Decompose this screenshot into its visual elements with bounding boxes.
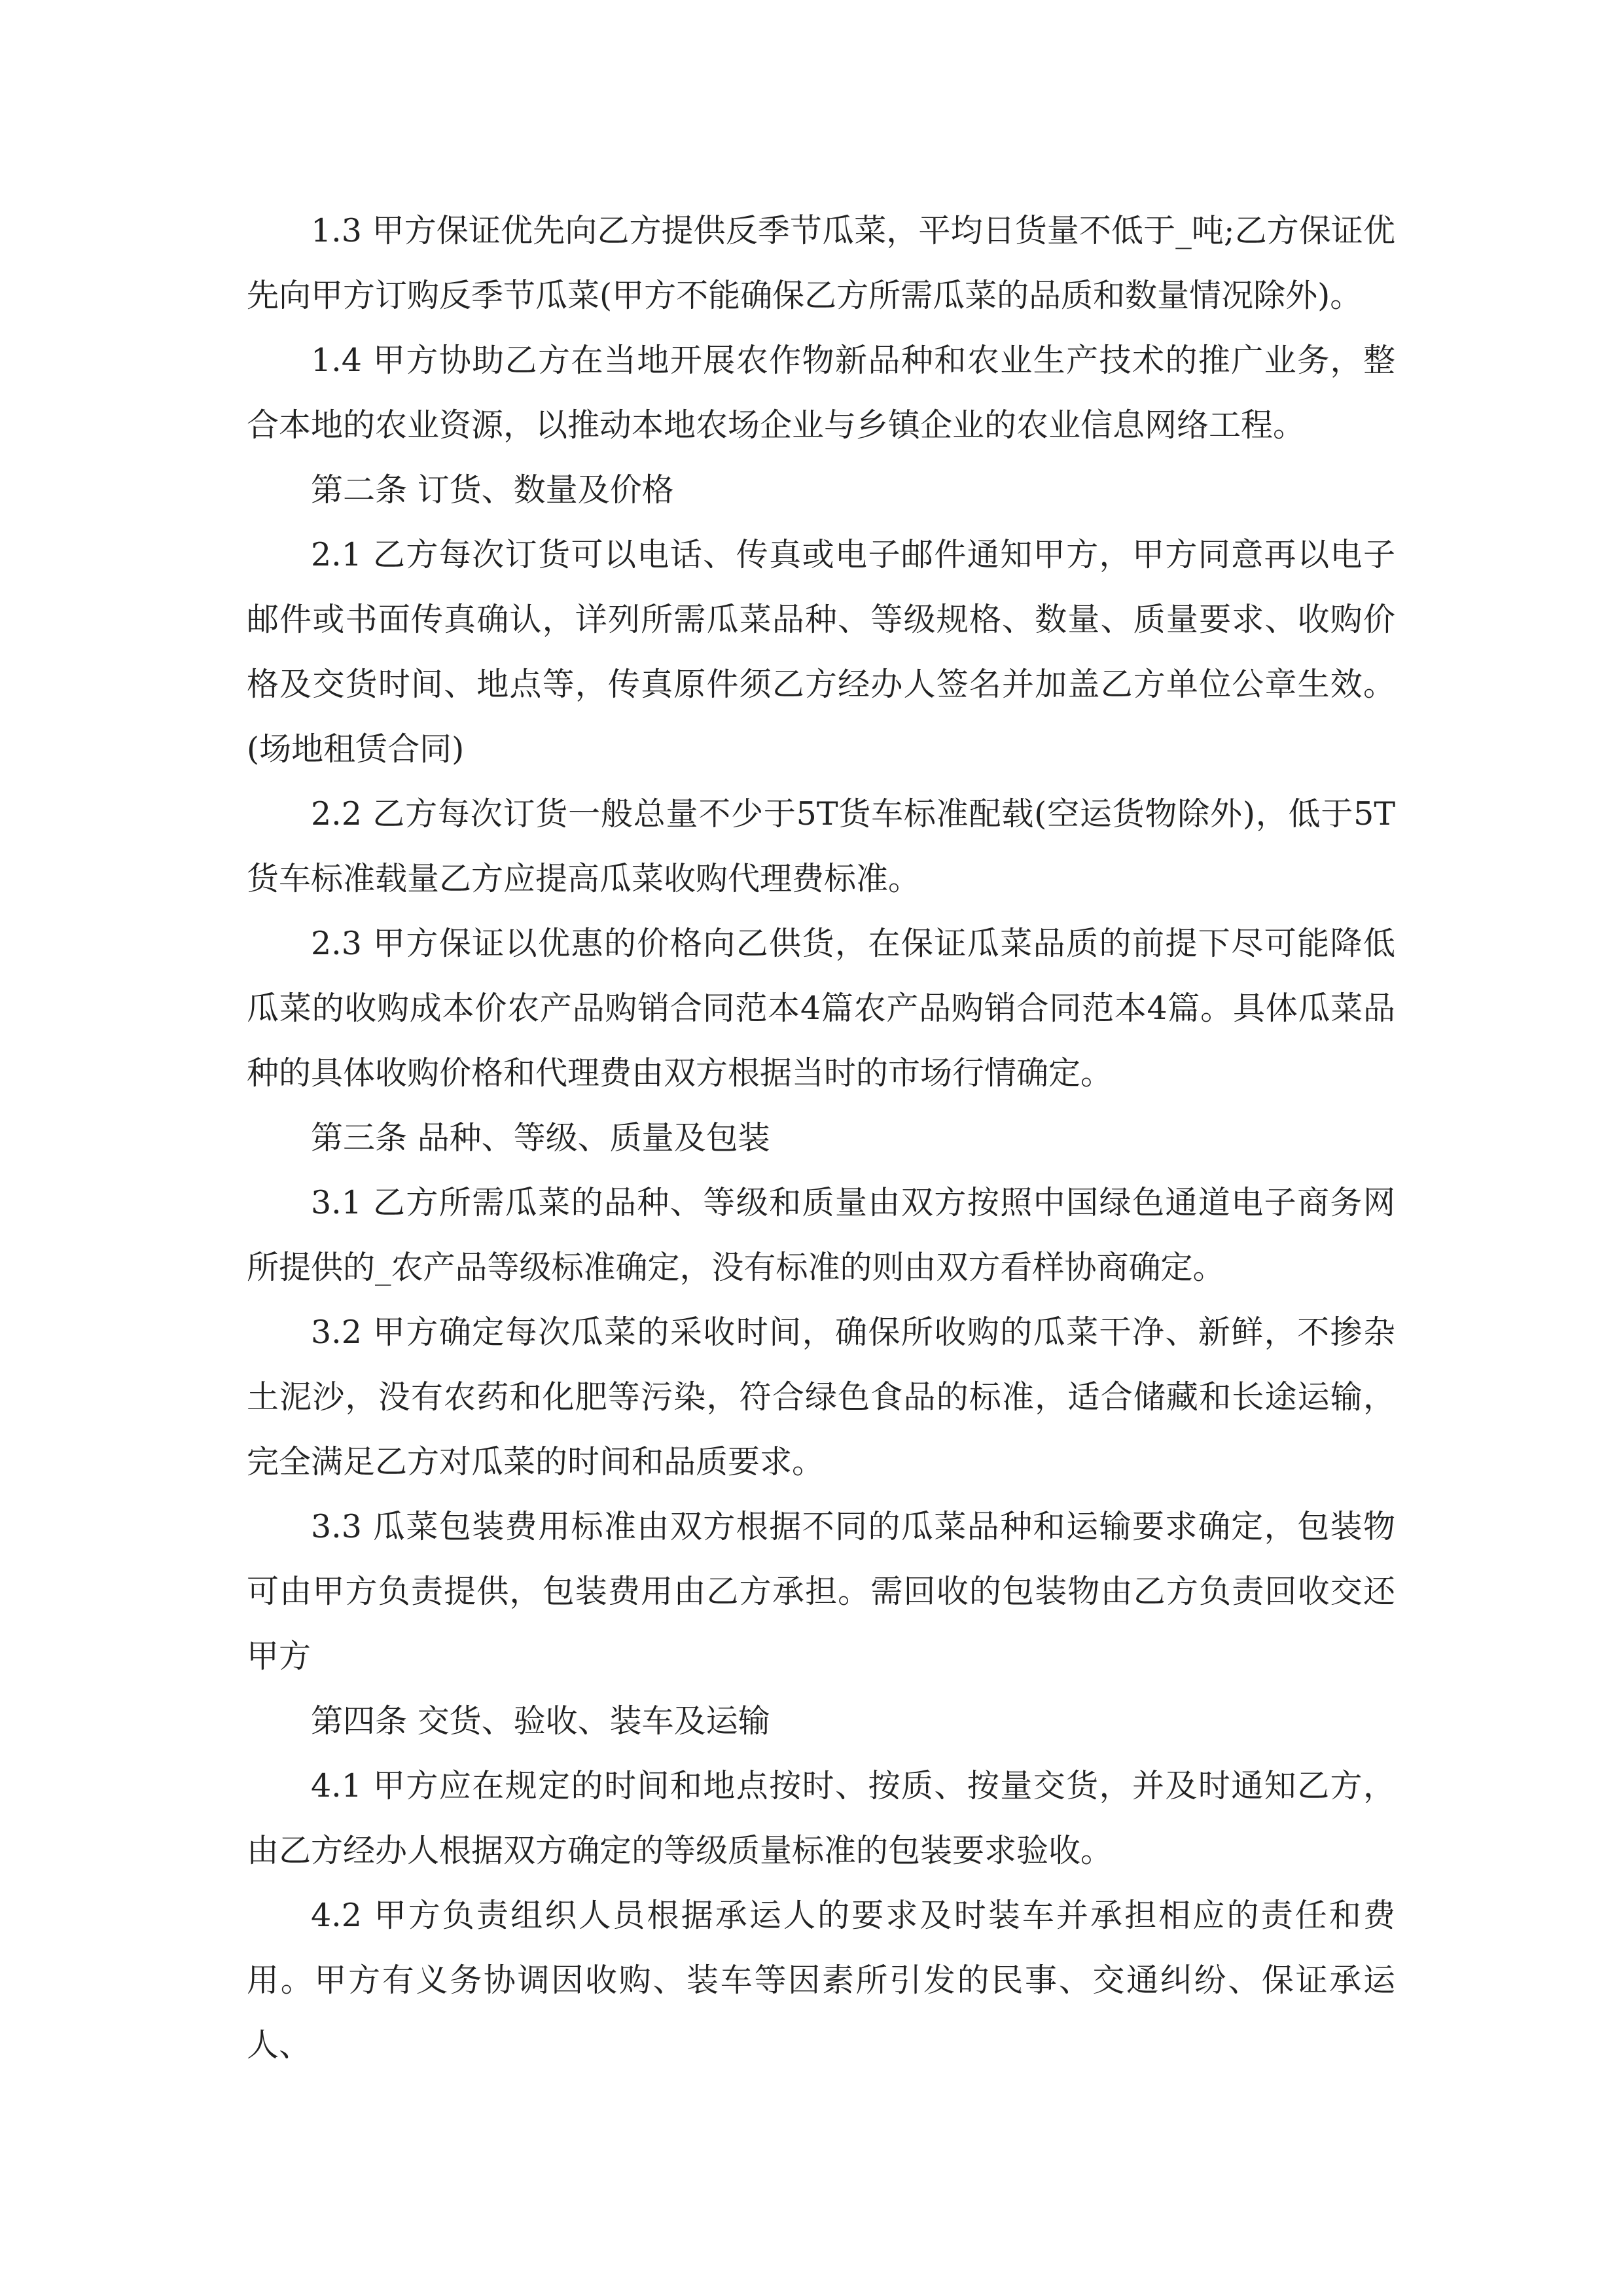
article-3-heading: 第三条 品种、等级、质量及包装: [311, 1119, 770, 1157]
clause-2-1: 2.1 乙方每次订货可以电话、传真或电子邮件通知甲方，甲方同意再以电子邮件或书面传真确认，详列所需瓜菜品种、等级规格、数量、质量要求、收购价格及交货时间、地点等，传真原件须乙方经办人签名并加盖乙方单位公章生效。(场地租赁合同): [247, 536, 1395, 768]
clause-3-1: 3.1 乙方所需瓜菜的品种、等级和质量由双方按照中国绿色通道电子商务网所提供的_农产品等级标准确定，没有标准的则由双方看样协商确定。: [247, 1184, 1395, 1286]
clause-1-4: 1.4 甲方协助乙方在当地开展农作物新品种和农业生产技术的推广业务，整合本地的农业资源，以推动本地农场企业与乡镇企业的农业信息网络工程。: [247, 342, 1395, 444]
clause-4-1: 4.1 甲方应在规定的时间和地点按时、按质、按量交货，并及时通知乙方，由乙方经办人根据双方确定的等级质量标准的包装要求验收。: [247, 1767, 1395, 1869]
article-4-heading: 第四条 交货、验收、装车及运输: [311, 1702, 770, 1740]
clause-2-3: 2.3 甲方保证以优惠的价格向乙供货，在保证瓜菜品质的前提下尽可能降低瓜菜的收购成本价农产品购销合同范本4篇农产品购销合同范本4篇。具体瓜菜品种的具体收购价格和代理费由双方根据当时的市场行情确定。: [247, 925, 1395, 1092]
clause-1-3: 1.3 甲方保证优先向乙方提供反季节瓜菜，平均日货量不低于_吨;乙方保证优先向甲方订购反季节瓜菜(甲方不能确保乙方所需瓜菜的品质和数量情况除外)。: [247, 212, 1395, 314]
clause-4-2: 4.2 甲方负责组织人员根据承运人的要求及时装车并承担相应的责任和费用。甲方有义务协调因收购、装车等因素所引发的民事、交通纠纷、保证承运人、: [247, 1897, 1395, 2064]
article-2-heading: 第二条 订货、数量及价格: [311, 471, 674, 509]
clause-2-2: 2.2 乙方每次订货一般总量不少于5T货车标准配载(空运货物除外)，低于5T货车标准载量乙方应提高瓜菜收购代理费标准。: [247, 795, 1395, 897]
clause-3-2: 3.2 甲方确定每次瓜菜的采收时间，确保所收购的瓜菜干净、新鲜，不掺杂土泥沙，没有农药和化肥等污染，符合绿色食品的标准，适合储藏和长途运输，完全满足乙方对瓜菜的时间和品质要求。: [247, 1314, 1395, 1480]
clause-3-3: 3.3 瓜菜包装费用标准由双方根据不同的瓜菜品种和运输要求确定，包装物可由甲方负责提供，包装费用由乙方承担。需回收的包装物由乙方负责回收交还甲方: [247, 1508, 1395, 1675]
document-body: [247, 198, 1395, 2077]
